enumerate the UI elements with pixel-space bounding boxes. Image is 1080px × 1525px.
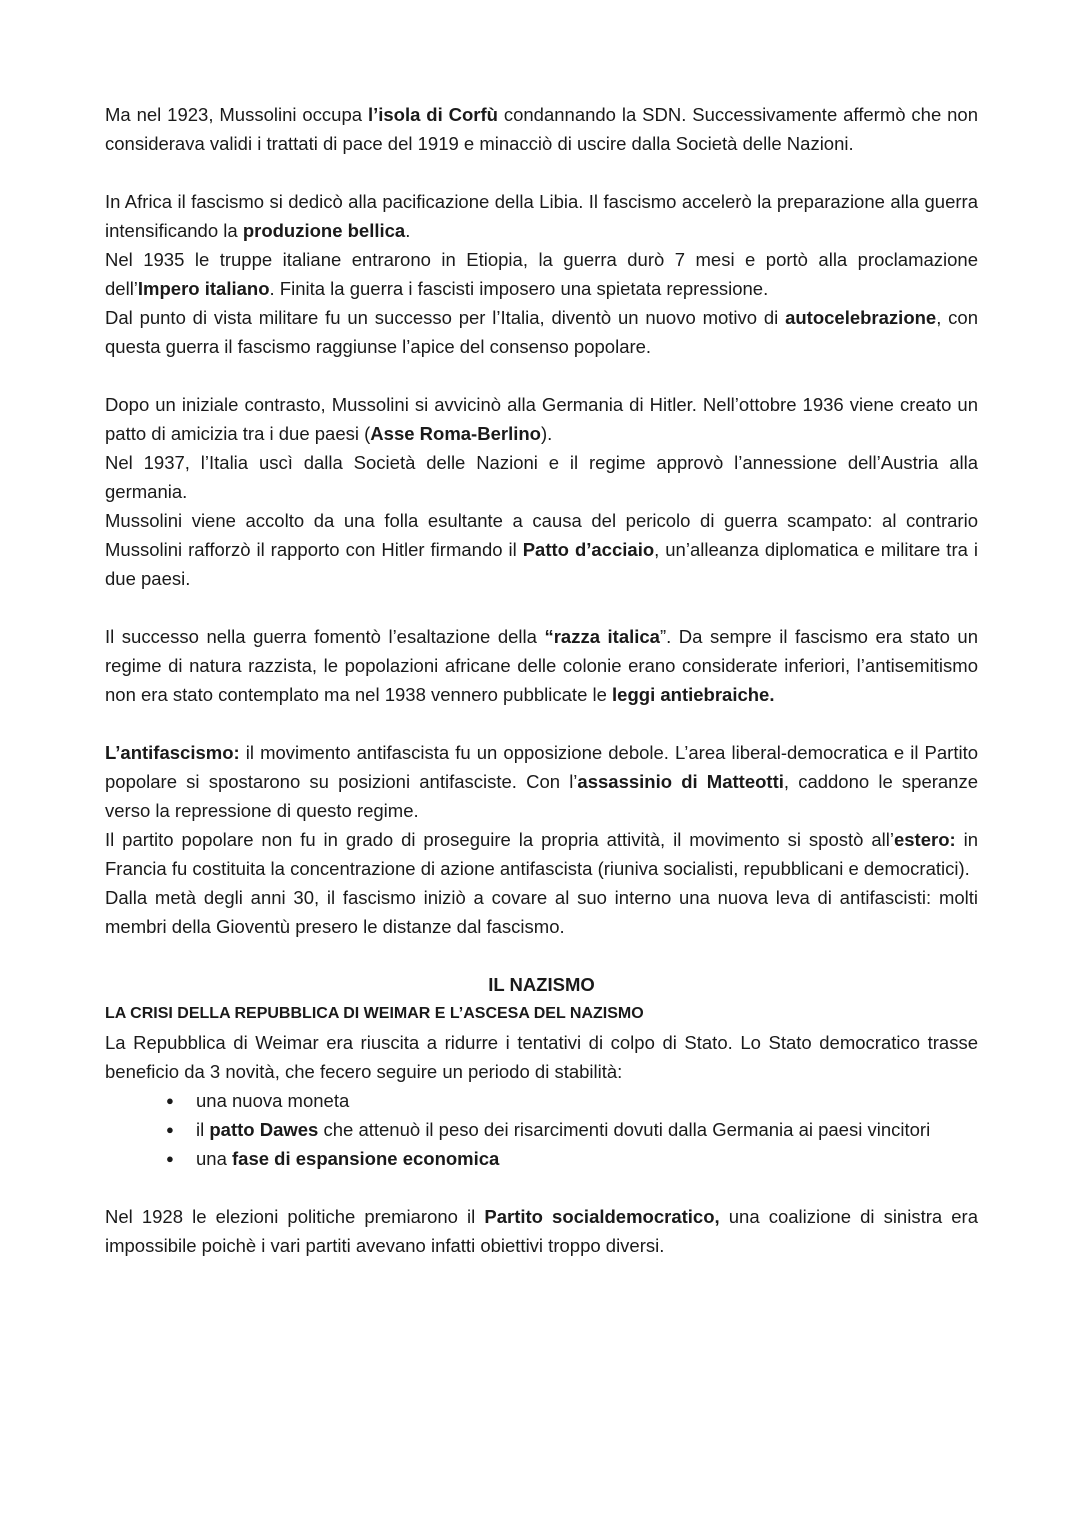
text-run: ”. Da sempre il fascismo era stato un regime di natura razzista, le popolazioni africane delle colonie erano considerate inferiori, l’antisemitismo non era stato contemplato ma nel 1938 vennero pubblicate le [105, 626, 979, 705]
list-item [196, 1115, 978, 1144]
text-run: condannando la SDN. Successivamente affermò che non considerava validi i trattati di pace del 1919 e minacciò di uscire dalla Società delle Nazioni. [105, 104, 979, 154]
text-run: Dopo un iniziale contrasto, Mussolini si avvicinò alla Germania di Hitler. Nell’ottobre 1936 viene creato un patto di amicizia tra i due paesi ( [105, 394, 978, 444]
text-run: che attenuò il peso dei risarcimenti dovuti dalla Germania ai paesi vincitori [318, 1119, 931, 1140]
list-item [196, 1144, 978, 1173]
bold-term: patto Dawes [209, 1119, 319, 1140]
text-run: in Francia fu costituita la concentrazione di azione antifascista (riuniva socialisti, repubblicani e democratici). [105, 829, 978, 879]
paragraph-antifascism [105, 738, 978, 825]
bold-term: “razza italica [544, 626, 660, 647]
bold-term: fase di espansione economica [232, 1148, 500, 1169]
text-run: Dal punto di vista militare fu un successo per l’Italia, diventò un nuovo motivo di [105, 307, 786, 328]
paragraph-corfu [105, 100, 978, 158]
paragraph-1937 [105, 448, 978, 506]
paragraph-new-antifascists [105, 883, 978, 941]
text-run: una [196, 1148, 233, 1169]
paragraph-1928-elections [105, 1202, 978, 1260]
text-run: La Repubblica di Weimar era riuscita a ridurre i tentativi di colpo di Stato. Lo Stato democratico trasse beneficio da 3 novità, che fecero seguire un periodo di stabilità: [105, 1032, 978, 1082]
bold-term: Patto d’acciaio [522, 539, 655, 560]
paragraph-ethiopia [105, 245, 978, 303]
text-run: In Africa il fascismo si dedicò alla pacificazione della Libia. Il fascismo accelerò la preparazione alla guerra intensificando la [105, 191, 978, 241]
bold-term: l’isola di Corfù [367, 104, 498, 125]
text-run: il movimento antifascista fu un opposizione debole. L’area liberal-democratica e il Partito popolare si spostarono su posizioni antifasciste. Con l’ [105, 742, 978, 792]
paragraph-racial-laws [105, 622, 978, 709]
text-run: una nuova moneta [196, 1090, 350, 1111]
document-page [105, 100, 978, 1260]
paragraph-abroad [105, 825, 978, 883]
text-run: Ma nel 1923, Mussolini occupa [105, 104, 368, 125]
text-run: Nel 1937, l’Italia uscì dalla Società delle Nazioni e il regime approvò l’annessione dell’Austria alla germania. [105, 452, 978, 502]
bold-term: assassinio di Matteotti [577, 771, 784, 792]
text-run: . Finita la guerra i fascisti imposero una spietata repressione. [269, 278, 769, 299]
text-run: Nel 1928 le elezioni politiche premiarono il [105, 1206, 485, 1227]
text-run: Il successo nella guerra fomentò l’esaltazione della [105, 626, 545, 647]
bold-term: Asse Roma-Berlino [370, 423, 541, 444]
bold-term: Impero italiano [137, 278, 270, 299]
text-run: Il partito popolare non fu in grado di proseguire la propria attività, il movimento si spostò all’ [105, 829, 894, 850]
bold-term: Partito socialdemocratico, [484, 1206, 720, 1227]
section-heading: IL NAZISMO [488, 974, 595, 995]
text-run: ). [540, 423, 553, 444]
bold-term: autocelebrazione [785, 307, 937, 328]
text-run: , caddono le speranze verso la repressione di questo regime. [105, 771, 979, 821]
text-run: Dalla metà degli anni 30, il fascismo iniziò a covare al suo interno una nuova leva di antifascisti: molti membri della Gioventù presero le distanze dal fascismo. [105, 887, 978, 937]
text-run: , con questa guerra il fascismo raggiunse l’apice del consenso popolare. [105, 307, 978, 357]
text-run: . [405, 220, 411, 241]
paragraph-pact-of-steel [105, 506, 978, 593]
section-subheading: LA CRISI DELLA REPUBBLICA DI WEIMAR E L’ASCESA DEL NAZISMO [105, 1005, 644, 1022]
text-run: Mussolini viene accolto da una folla esultante a causa del pericolo di guerra scampato: al contrario Mussolini rafforzò il rapporto con Hitler firmando il [105, 510, 978, 560]
bold-term: produzione bellica [242, 220, 406, 241]
paragraph-weimar [105, 1028, 978, 1086]
text-run: una coalizione di sinistra era impossibile poichè i vari partiti avevano infatti obiettivi troppo diversi. [105, 1206, 978, 1256]
bold-term: L’antifascismo: [105, 742, 240, 763]
text-run: Nel 1935 le truppe italiane entrarono in Etiopia, la guerra durò 7 mesi e portò alla proclamazione dell’ [105, 249, 978, 299]
list-item [196, 1086, 978, 1115]
bold-term: estero: [893, 829, 956, 850]
text-run: , un’alleanza diplomatica e militare tra i due paesi. [105, 539, 978, 589]
paragraph-africa [105, 187, 978, 245]
text-run: il [196, 1119, 210, 1140]
paragraph-axis [105, 390, 978, 448]
paragraph-military-success [105, 303, 978, 361]
bold-term: leggi antiebraiche. [612, 684, 775, 705]
bullet-list [105, 1086, 978, 1173]
